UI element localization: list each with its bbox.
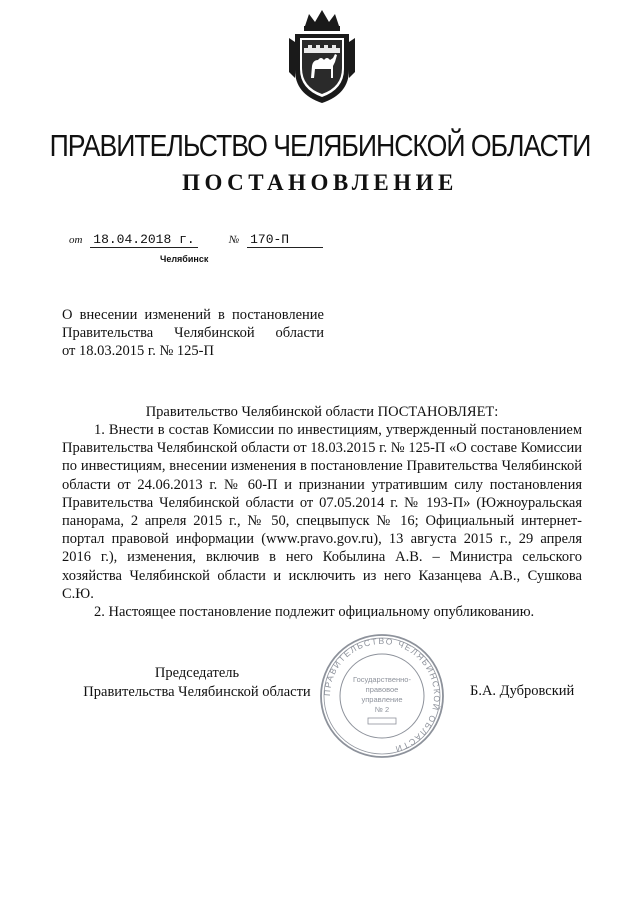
subject-line-2: Правительства Челябинской области (62, 325, 324, 341)
signatory-title-line-2: Правительства Челябинской области (83, 684, 311, 700)
subject-line-3: от 18.03.2015 г. № 125-П (62, 343, 214, 359)
preamble: Правительство Челябинской области ПОСТАНОВЛЯЕТ: (145, 404, 499, 420)
signatory-title-line-1: Председатель (154, 665, 240, 681)
subject-line-1: О внесении изменений в постановление (62, 307, 324, 323)
seal-center-line-3: управление (361, 695, 403, 704)
seal-outer-text: ПРАВИТЕЛЬСТВО ЧЕЛЯБИНСКОЙ ОБЛАСТИ (321, 635, 443, 755)
paragraph-2: 2. Настоящее постановление подлежит официальному опубликованию. (94, 604, 535, 621)
decree-body (62, 421, 582, 621)
official-seal-stamp (318, 632, 446, 760)
date-label: от (69, 234, 83, 246)
coat-of-arms-emblem (285, 8, 359, 106)
decree-title: ПОСТАНОВЛЕНИЕ (182, 170, 458, 195)
signatory-title (62, 664, 332, 702)
paragraph-1: 1. Внести в состав Комиссии по инвестициям, утвержденный постановлением Правительства Челябинской области от 18.03.2015 г. № 125-П «О составе Комиссии по инвестициям, внесении изменения в постановление Правительства Челябинской области от 24.06.2013 г. № 60-П и признании утратившим силу постановления Правительства Челябинской области от 07.05.2014 г. № 193-П» (Южноуральская панорама, 2 апреля 2015 г., № 50, спецвыпуск № 16; Официальный интернет-портал правовой информации (www.pravo.gov.ru), 13 августа 2015 г., 29 апреля 2016 г.), изменения, включив в него Кобылина А.В. – Министра сельского хозяйства Челябинской области и исключить из него Казанцева А.В., Сушкова С.Ю. (62, 422, 582, 602)
city-name: Челябинск (160, 254, 209, 264)
seal-center-line-2: правовое (365, 685, 399, 694)
government-title: ПРАВИТЕЛЬСТВО ЧЕЛЯБИНСКОЙ ОБЛАСТИ (49, 128, 591, 163)
decree-meta (69, 232, 323, 254)
decree-subject (62, 306, 324, 360)
seal-center-line-1: Государственно- (353, 675, 411, 684)
decree-number: 170-П (247, 232, 323, 248)
seal-center-line-4: № 2 (374, 705, 390, 714)
decree-date: 18.04.2018 г. (90, 232, 197, 248)
number-label: № (228, 234, 240, 246)
signatory-name: Б.А. Дубровский (470, 683, 575, 699)
